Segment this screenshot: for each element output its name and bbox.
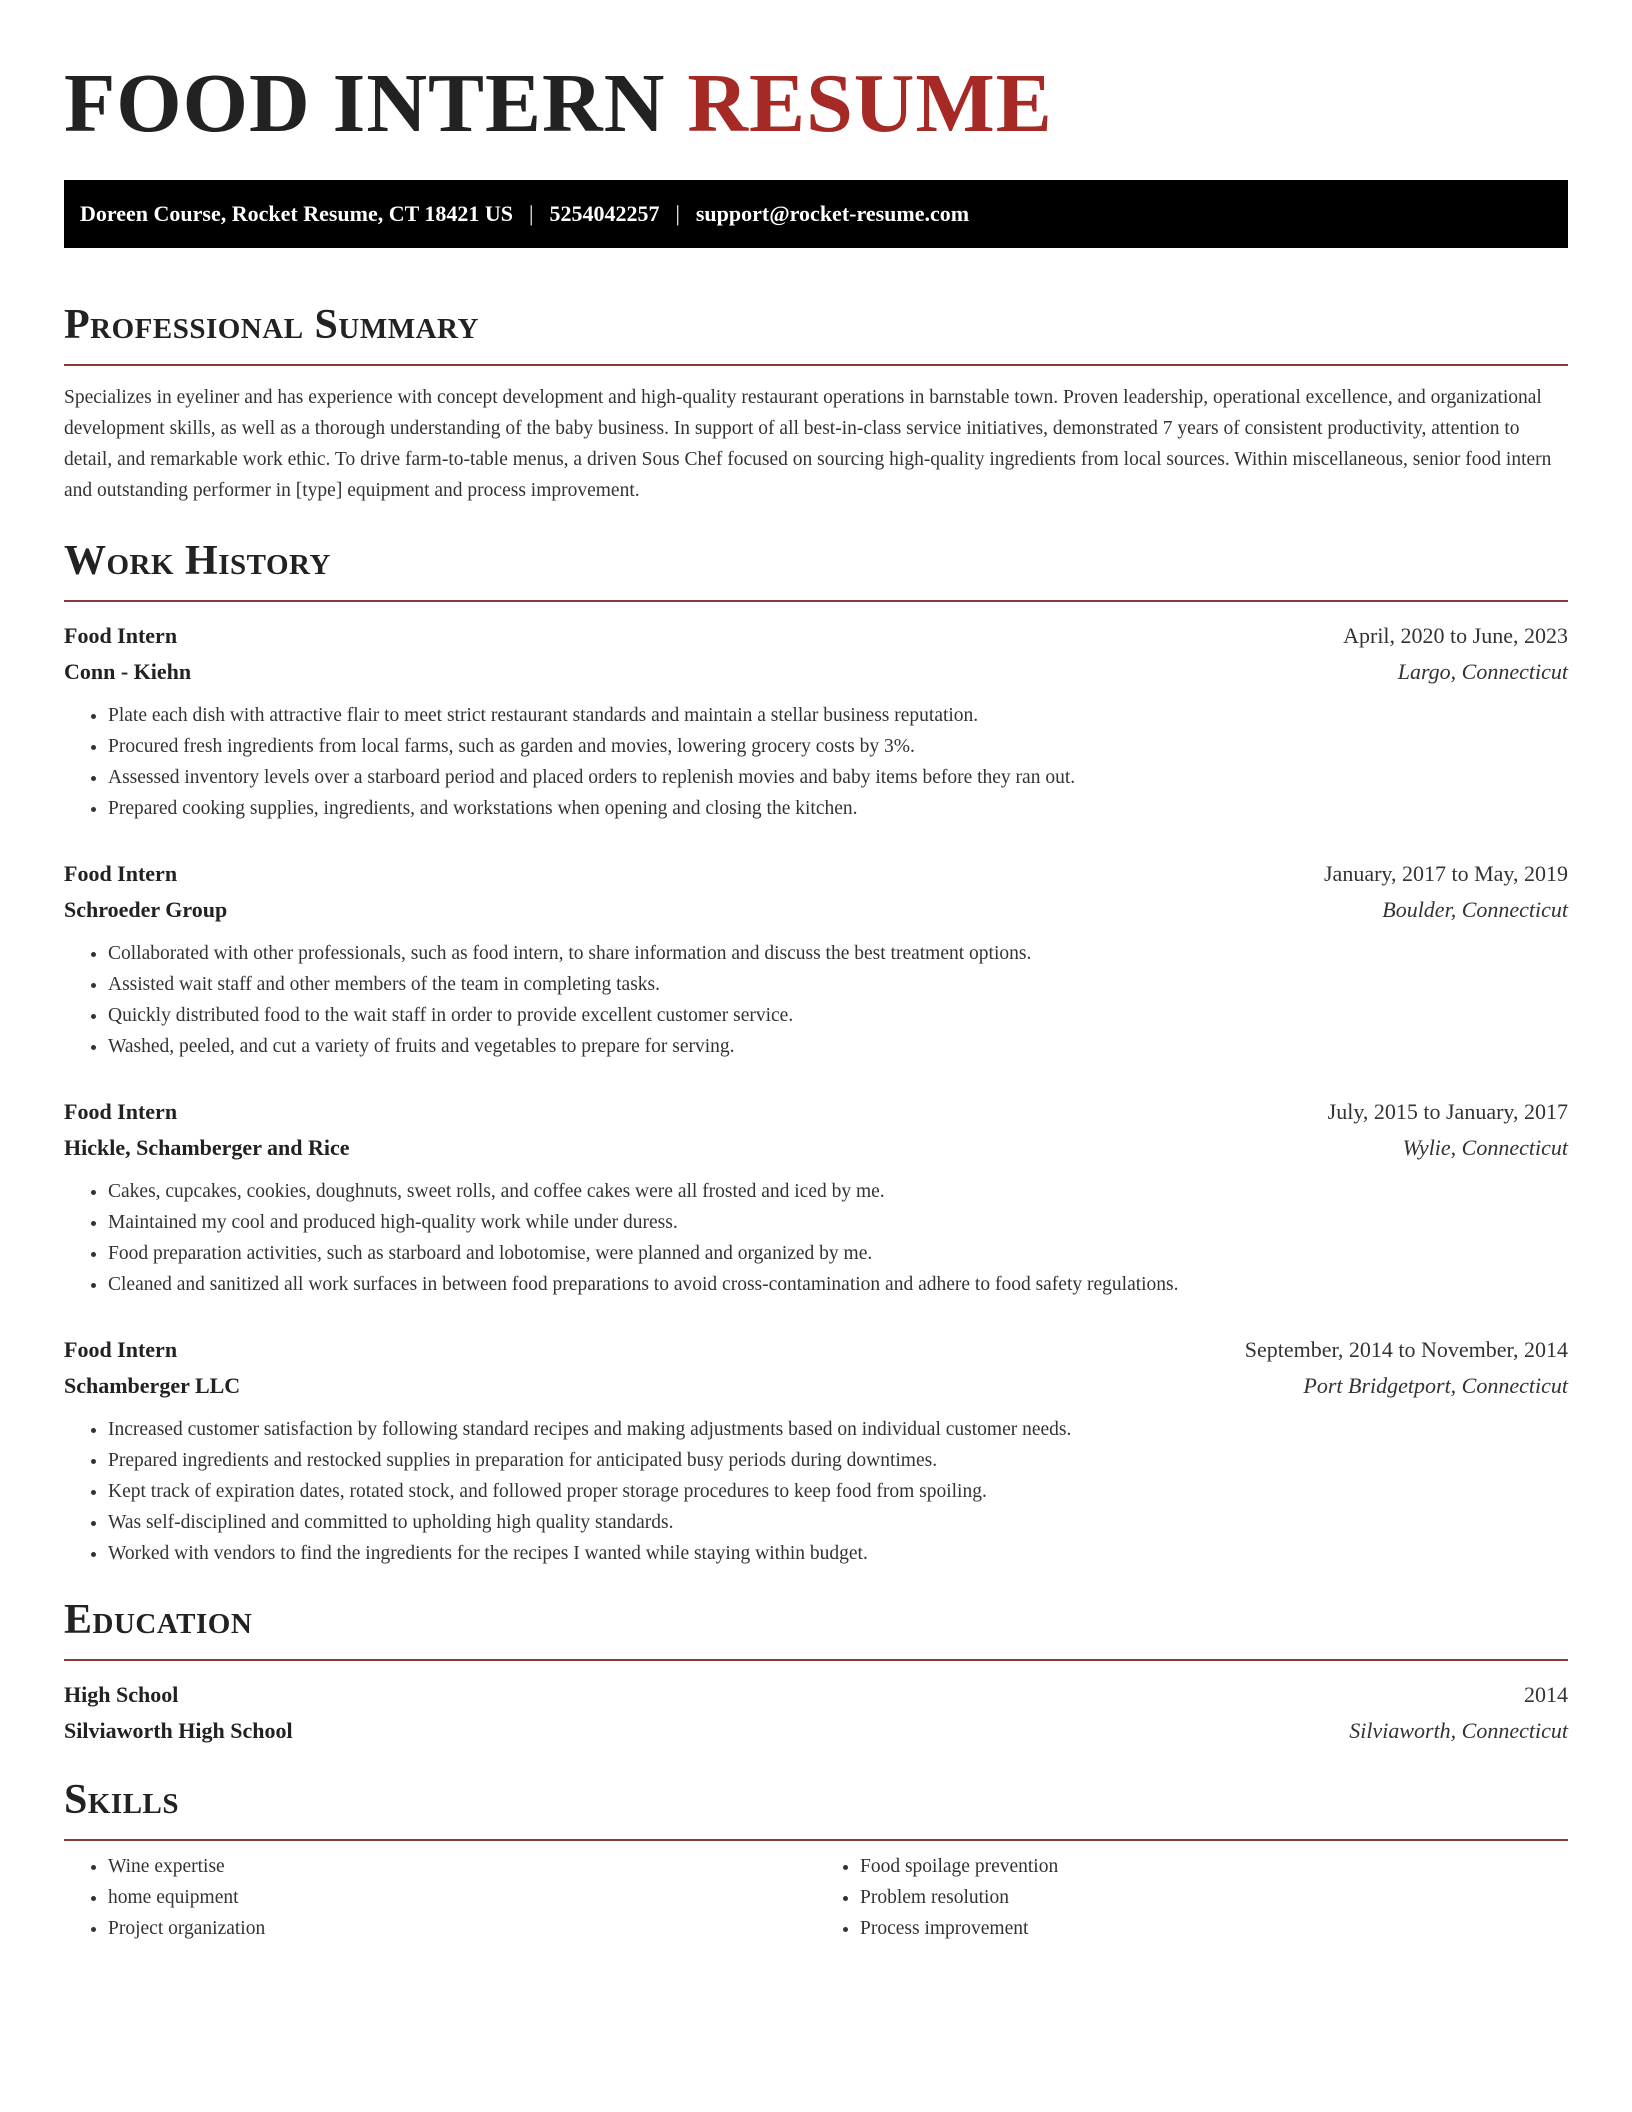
section-divider <box>64 1659 1568 1661</box>
resume-page <box>64 0 1568 1944</box>
professional-summary-section <box>64 300 1568 506</box>
education-year: 2014 <box>1524 1682 1568 1707</box>
title-accent: RESUME <box>687 57 1053 150</box>
skill-item: • Wine expertise <box>108 1851 816 1882</box>
section-heading: Skills <box>64 1777 180 1823</box>
title-main: FOOD INTERN <box>64 57 666 150</box>
job-bullets <box>64 700 1568 824</box>
contact-separator: | <box>675 201 680 226</box>
job-bullet: • Collaborated with other professionals, such as food intern, to share information and discuss the best treatment options. <box>108 938 1568 969</box>
contact-separator: | <box>529 201 534 226</box>
job-bullet: • Worked with vendors to find the ingredients for the recipes I wanted while staying within budget. <box>108 1538 1568 1569</box>
education-degree: High School <box>64 1682 179 1707</box>
section-divider <box>64 364 1568 366</box>
job-dates: April, 2020 to June, 2023 <box>1343 623 1568 648</box>
section-heading: Professional Summary <box>64 302 479 348</box>
job-bullets <box>64 938 1568 1062</box>
education-location: Silviaworth, Connecticut <box>1349 1718 1568 1743</box>
job-title: Food Intern <box>64 1099 178 1124</box>
job-bullets <box>64 1176 1568 1300</box>
resume-title <box>64 0 1568 154</box>
contact-phone: 5254042257 <box>549 201 660 226</box>
job-bullet: • Cakes, cupcakes, cookies, doughnuts, sweet rolls, and coffee cakes were all frosted and iced by me. <box>108 1176 1568 1207</box>
job-bullet: • Quickly distributed food to the wait staff in order to provide excellent customer service. <box>108 1000 1568 1031</box>
contact-email: support@rocket-resume.com <box>695 201 970 226</box>
job-bullet: • Assisted wait staff and other members of the team in completing tasks. <box>108 969 1568 1000</box>
section-divider <box>64 600 1568 602</box>
skill-item: • Problem resolution <box>860 1882 1568 1913</box>
job-bullet: • Prepared cooking supplies, ingredients, and workstations when opening and closing the kitchen. <box>108 793 1568 824</box>
skill-item: • Food spoilage prevention <box>860 1851 1568 1882</box>
work-history-section <box>64 536 1568 1569</box>
job-dates: January, 2017 to May, 2019 <box>1324 861 1568 886</box>
section-heading: Education <box>64 1597 253 1643</box>
job-entry <box>64 618 1568 824</box>
job-bullet: • Increased customer satisfaction by following standard recipes and making adjustments based on individual customer needs. <box>108 1414 1568 1445</box>
skills-list-right <box>816 1851 1568 1944</box>
job-dates: July, 2015 to January, 2017 <box>1327 1099 1568 1124</box>
job-dates: September, 2014 to November, 2014 <box>1244 1337 1568 1362</box>
job-entry <box>64 1094 1568 1300</box>
job-location: Largo, Connecticut <box>1397 659 1568 684</box>
job-bullet: • Prepared ingredients and restocked supplies in preparation for anticipated busy periods during downtimes. <box>108 1445 1568 1476</box>
skills-section <box>64 1775 1568 1944</box>
job-bullet: • Maintained my cool and produced high-quality work while under duress. <box>108 1207 1568 1238</box>
education-school: Silviaworth High School <box>64 1718 293 1743</box>
skill-item: • Project organization <box>108 1913 816 1944</box>
job-company: Hickle, Schamberger and Rice <box>64 1135 350 1160</box>
skill-item: • Process improvement <box>860 1913 1568 1944</box>
contact-address: Doreen Course, Rocket Resume, CT 18421 US <box>80 201 514 226</box>
job-company: Schamberger LLC <box>64 1373 241 1398</box>
skills-grid <box>64 1841 1568 1944</box>
job-title: Food Intern <box>64 861 178 886</box>
job-bullet: • Kept track of expiration dates, rotated stock, and followed proper storage procedures to keep food from spoiling. <box>108 1476 1568 1507</box>
summary-text: Specializes in eyeliner and has experience with concept development and high-quality restaurant operations in barnstable town. Proven leadership, operational excellence, and organizational development skills, as well as a thorough understanding of the baby business. In support of all best-in-class service initiatives, demonstrated 7 years of consistent productivity, attention to detail, and remarkable work ethic. To drive farm-to-table menus, a driven Sous Chef focused on sourcing high-quality ingredients from local sources. Within miscellaneous, senior food intern and outstanding performer in [type] equipment and process improvement. <box>64 387 1552 501</box>
skill-item: • home equipment <box>108 1882 816 1913</box>
job-bullet: • Plate each dish with attractive flair to meet strict restaurant standards and maintain a stellar business reputation. <box>108 700 1568 731</box>
job-entry <box>64 856 1568 1062</box>
contact-bar <box>64 180 1568 248</box>
section-heading: Work History <box>64 538 331 584</box>
job-location: Wylie, Connecticut <box>1402 1135 1568 1160</box>
job-bullet: • Cleaned and sanitized all work surfaces in between food preparations to avoid cross-contamination and adhere to food safety regulations. <box>108 1269 1568 1300</box>
job-location: Port Bridgetport, Connecticut <box>1303 1373 1568 1398</box>
job-bullet: • Washed, peeled, and cut a variety of fruits and vegetables to prepare for serving. <box>108 1031 1568 1062</box>
job-bullet: • Assessed inventory levels over a starboard period and placed orders to replenish movies and baby items before they ran out. <box>108 762 1568 793</box>
education-section <box>64 1595 1568 1749</box>
job-bullets <box>64 1414 1568 1569</box>
job-bullet: • Procured fresh ingredients from local farms, such as garden and movies, lowering grocery costs by 3%. <box>108 731 1568 762</box>
job-title: Food Intern <box>64 1337 178 1362</box>
job-bullet: • Was self-disciplined and committed to upholding high quality standards. <box>108 1507 1568 1538</box>
job-bullet: • Food preparation activities, such as starboard and lobotomise, were planned and organized by me. <box>108 1238 1568 1269</box>
job-location: Boulder, Connecticut <box>1382 897 1568 922</box>
job-company: Schroeder Group <box>64 897 228 922</box>
job-company: Conn - Kiehn <box>64 659 192 684</box>
job-entry <box>64 1332 1568 1569</box>
skills-list-left <box>64 1851 816 1944</box>
job-title: Food Intern <box>64 623 178 648</box>
